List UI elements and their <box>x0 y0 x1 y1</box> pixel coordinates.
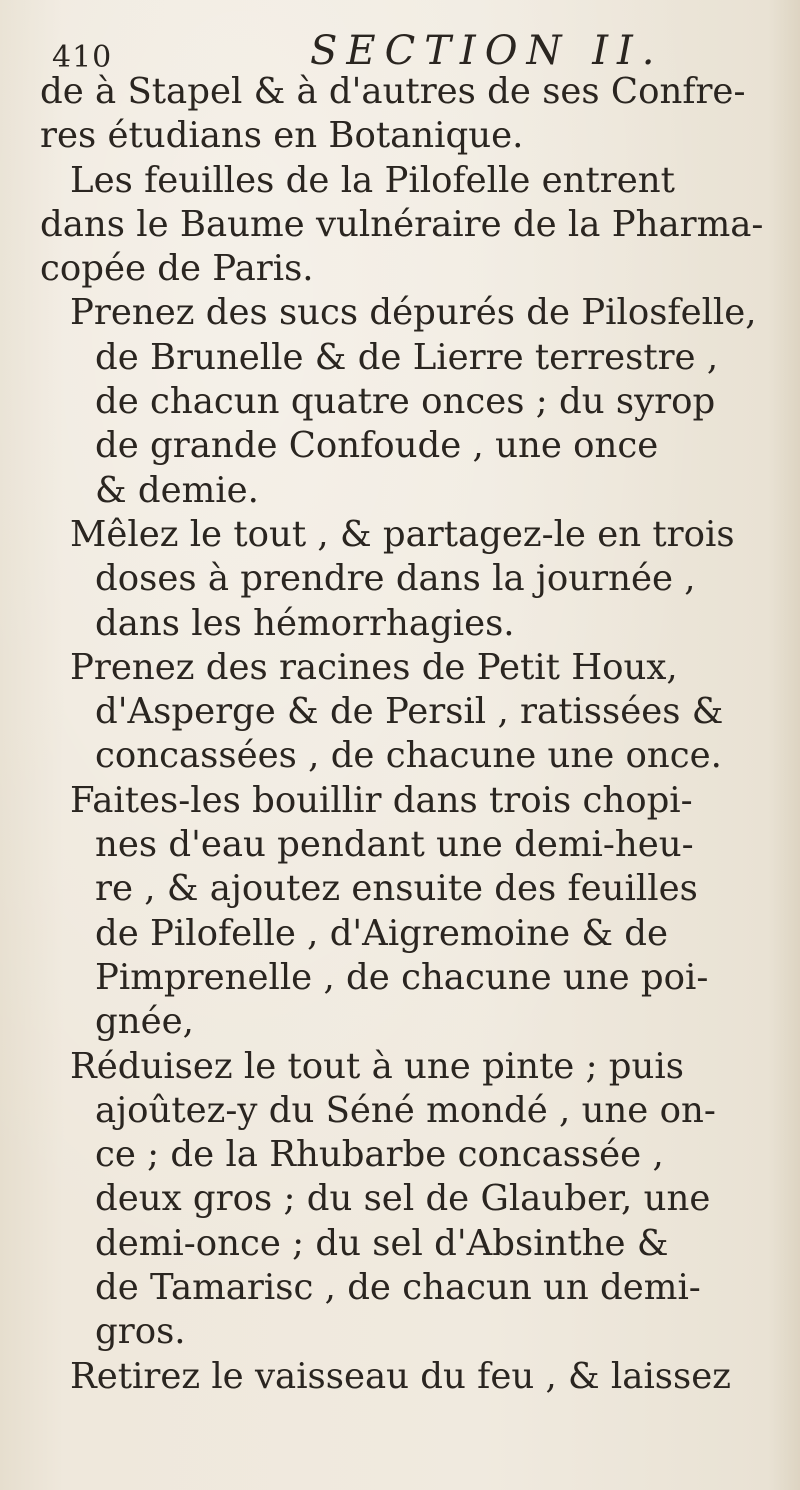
text-line: concassées , de chacune une once. <box>95 735 722 777</box>
text-line: ajoûtez-y du Séné mondé , une on- <box>95 1089 716 1131</box>
text-line: dans le Baume vulnéraire de la Pharma- <box>40 203 764 245</box>
text-line: Prenez des sucs dépurés de Pilosfelle, <box>70 292 757 334</box>
text-line: demi-once ; du sel d'Absinthe & <box>95 1222 669 1264</box>
text-line: de Tamarisc , de chacun un demi- <box>95 1267 701 1309</box>
text-line: copée de Paris. <box>40 248 314 290</box>
body-text <box>40 70 780 1399</box>
text-line: doses à prendre dans la journée , <box>95 558 696 600</box>
running-head: SECTION II. <box>310 28 664 74</box>
text-line: res étudians en Botanique. <box>40 115 524 157</box>
text-line: & demie. <box>95 469 259 511</box>
page-number: 410 <box>52 40 113 75</box>
text-line: Mêlez le tout , & partagez-le en trois <box>70 513 735 555</box>
text-line: d'Asperge & de Persil , ratissées & <box>95 691 724 733</box>
text-line: de à Stapel & à d'autres de ses Confre- <box>40 71 746 112</box>
text-line: nes d'eau pendant une demi-heu- <box>95 824 694 866</box>
text-line: de Brunelle & de Lierre terrestre , <box>95 336 719 378</box>
text-line: ce ; de la Rhubarbe concassée , <box>95 1134 664 1176</box>
text-line: Retirez le vaisseau du feu , & laissez <box>70 1355 731 1397</box>
text-line: Prenez des racines de Petit Houx, <box>70 646 678 688</box>
text-line: dans les hémorrhagies. <box>95 602 515 644</box>
text-line: deux gros ; du sel de Glauber, une <box>95 1178 711 1220</box>
text-line: de Pilofelle , d'Aigremoine & de <box>95 912 669 954</box>
text-line: de grande Confoude , une once <box>95 425 659 467</box>
text-line: re , & ajoutez ensuite des feuilles <box>95 868 698 910</box>
text-line: gros. <box>95 1311 186 1353</box>
text-line: Pimprenelle , de chacune une poi- <box>95 956 709 998</box>
text-line: Réduisez le tout à une pinte ; puis <box>70 1045 684 1087</box>
text-line: Les feuilles de la Pilofelle entrent <box>70 159 675 201</box>
text-line: Faites-les bouillir dans trois chopi- <box>70 779 693 821</box>
text-line: de chacun quatre onces ; du syrop <box>95 381 716 423</box>
text-line: gnée, <box>95 1001 194 1043</box>
